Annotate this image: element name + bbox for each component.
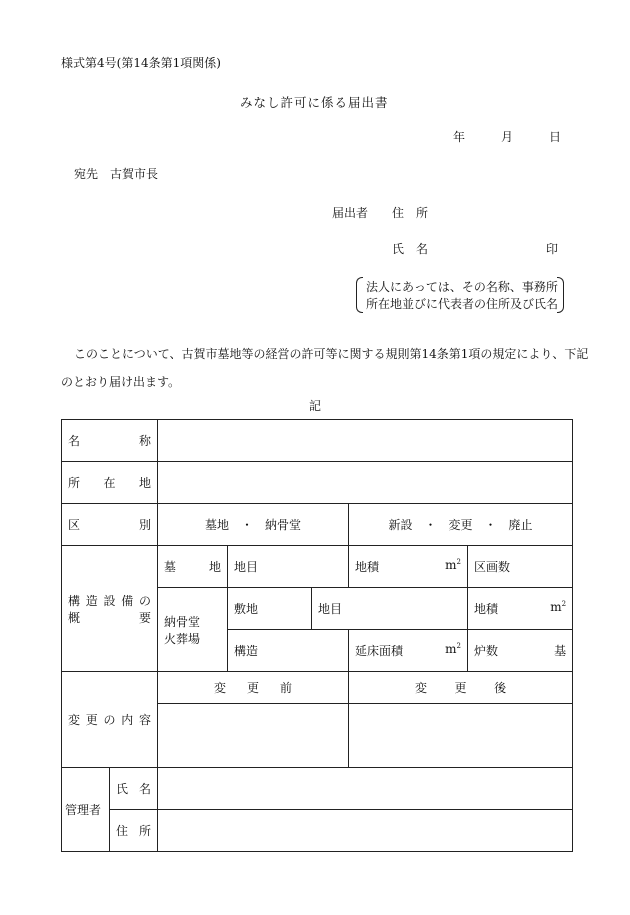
addressee: 宛先 古賀市長 — [74, 167, 159, 181]
label-char: 容 — [138, 713, 151, 727]
date-year: 年 — [453, 130, 466, 144]
grave-area[interactable] — [349, 546, 468, 588]
label-name — [62, 420, 158, 462]
ki-label: 記 — [309, 399, 322, 413]
label-char: 更 — [85, 713, 98, 727]
label-char: 称 — [138, 434, 151, 448]
label-grave — [158, 546, 228, 588]
label-char: 造 — [85, 593, 98, 608]
after-change-field[interactable] — [349, 704, 573, 768]
label-location — [62, 462, 158, 504]
label-char: 地 — [208, 560, 221, 574]
label-before-change: 変 更 前 — [158, 672, 349, 704]
label-char: 在 — [103, 476, 116, 490]
form-number: 様式第4号(第14条第1項関係) — [61, 56, 221, 70]
label-char: の — [138, 593, 151, 608]
label-ossuary-crematorium: 納骨堂 火葬場 — [158, 588, 228, 672]
site-land-category[interactable] — [312, 588, 468, 630]
label-char: 区 — [68, 518, 81, 532]
field-label: 地積 — [474, 602, 499, 616]
date-day: 日 — [549, 130, 562, 144]
label-char: 構 — [68, 593, 81, 608]
body-line-1: このことについて、古賀市墓地等の経営の許可等に関する規則第14条第1項の規定により、下記 — [74, 347, 589, 361]
floor-area[interactable] — [349, 630, 468, 672]
label-char: 要 — [138, 610, 151, 625]
label-char: 名 — [68, 434, 81, 448]
unit-square-meter: $m^2$ — [445, 642, 461, 656]
seal-mark: 印 — [546, 242, 559, 256]
category-type-option[interactable]: 墓地 ・ 納骨堂 — [158, 504, 349, 546]
furnace-unit: 基 — [554, 644, 567, 658]
before-change-field[interactable] — [158, 704, 349, 768]
name-field[interactable] — [158, 420, 573, 462]
row-manager-address — [62, 810, 573, 852]
building-structure[interactable] — [228, 630, 349, 672]
body-line-2: のとおり届け出ます。 — [61, 375, 181, 389]
furnace-count[interactable] — [468, 630, 573, 672]
row-name — [62, 420, 573, 462]
label-change-contents — [62, 672, 158, 768]
corporation-note — [356, 277, 564, 311]
field-label: 炉数 — [474, 644, 499, 658]
label-site: 敷地 — [228, 588, 312, 630]
note-line-1: 法人にあっては、その名称、事務所 — [366, 280, 558, 294]
left-bracket — [356, 277, 363, 313]
document-title: みなし許可に係る届出書 — [240, 95, 389, 110]
label-category — [62, 504, 158, 546]
grave-land-category[interactable] — [228, 546, 349, 588]
form-table — [61, 419, 573, 852]
field-label: 延床面積 — [355, 644, 404, 658]
field-label: 地目 — [318, 602, 343, 616]
manager-name-field[interactable] — [158, 768, 573, 810]
unit-square-meter: $m^2$ — [445, 558, 461, 572]
unit-square-meter: $m^2$ — [550, 600, 567, 614]
row-location — [62, 462, 573, 504]
label-char: 別 — [138, 518, 151, 532]
label-char: 墓 — [164, 560, 177, 574]
notifier-label: 届出者 — [332, 206, 369, 220]
label-char: 備 — [121, 593, 134, 608]
label-char: 設 — [103, 593, 116, 608]
label-char: の — [103, 713, 116, 727]
manager-address-field[interactable] — [158, 810, 573, 852]
label-structure — [62, 546, 158, 672]
notifier-name-label: 氏 名 — [392, 242, 429, 256]
label-manager-address: 住 所 — [110, 810, 158, 852]
right-bracket — [557, 277, 564, 313]
field-label: 地目 — [234, 560, 259, 574]
field-label: 地積 — [355, 560, 380, 574]
label-manager-name: 氏 名 — [110, 768, 158, 810]
site-area[interactable] — [468, 588, 573, 630]
note-line-2: 所在地並びに代表者の住所及び氏名 — [366, 297, 559, 311]
row-structure-grave — [62, 546, 573, 588]
location-field[interactable] — [158, 462, 573, 504]
grave-plot-count[interactable] — [468, 546, 573, 588]
field-label: 区画数 — [474, 560, 511, 574]
notifier-address-label: 住 所 — [392, 206, 429, 220]
label-manager: 管理者 — [62, 768, 110, 852]
category-action-option[interactable]: 新設 ・ 変更 ・ 廃止 — [349, 504, 573, 546]
label-char: 所 — [68, 476, 81, 490]
label-char: 地 — [138, 476, 151, 490]
row-manager-name — [62, 768, 573, 810]
field-label: 構造 — [234, 644, 259, 658]
label-char: 内 — [121, 713, 134, 727]
label-after-change: 変 更 後 — [349, 672, 573, 704]
date-month: 月 — [501, 130, 514, 144]
row-category — [62, 504, 573, 546]
row-change-header — [62, 672, 573, 704]
label-char: 変 — [68, 713, 81, 727]
label-char: 概 — [68, 610, 81, 625]
